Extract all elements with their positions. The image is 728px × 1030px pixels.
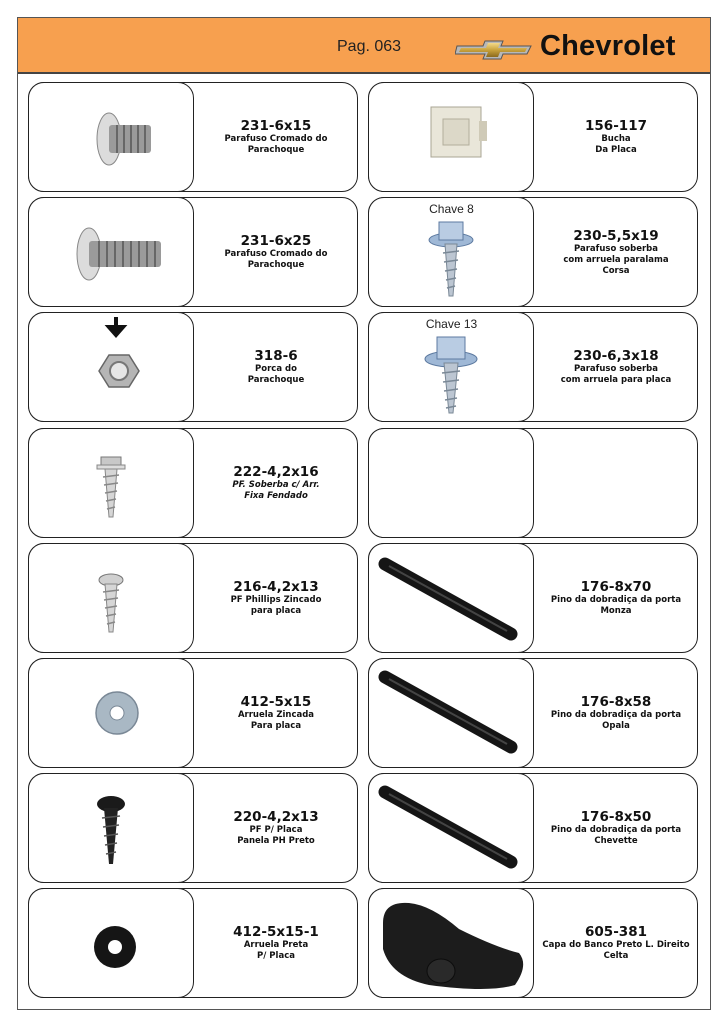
part-card (368, 82, 698, 192)
part-description: P/ Placa (257, 951, 295, 961)
part-code: 156-117 (585, 118, 647, 134)
part-description: Parafuso soberba (573, 364, 659, 374)
part-card (368, 197, 698, 307)
part-code: 230-5,5x19 (573, 227, 659, 244)
zinc-washer-icon (29, 659, 194, 768)
part-code: 222-4,2x16 (233, 464, 319, 480)
part-description: PF. Soberba c/ Arr. (232, 480, 320, 490)
part-description: Arruela Preta (243, 940, 309, 950)
part-code: 231-6x25 (240, 233, 312, 249)
part-description: Panela PH Preto (237, 836, 315, 846)
part-code: 176-8x70 (580, 579, 652, 595)
part-card (28, 312, 358, 422)
part-card (28, 197, 358, 307)
part-description: Celta (603, 951, 629, 961)
part-card (368, 888, 698, 998)
page-number: Pag. 063 (337, 38, 402, 55)
part-description: Parafuso Cromado do (224, 134, 328, 144)
part-description: Pino da dobradiça da porta (550, 825, 682, 835)
part-code: 605-381 (585, 924, 647, 940)
part-description: Fixa Fendado (244, 491, 308, 501)
black-washer-icon (29, 889, 194, 998)
part-code: 216-4,2x13 (233, 579, 319, 595)
part-code: 230-6,3x18 (573, 348, 659, 364)
part-description: Parachoque (247, 260, 305, 270)
part-description: Capa do Banco Preto L. Direito (542, 940, 690, 950)
part-description: Chevette (594, 836, 638, 846)
part-code: 412-5x15-1 (233, 924, 319, 940)
part-card (28, 773, 358, 883)
part-description: Opala (602, 721, 630, 731)
part-card (368, 658, 698, 768)
hex-nut-icon (29, 313, 194, 422)
part-card-empty (368, 428, 698, 538)
seat-cover-cap-icon (369, 889, 534, 998)
plate-bushing-icon (369, 83, 534, 192)
black-screw-icon (29, 774, 194, 883)
part-description: para placa (250, 606, 302, 616)
flange-screw-icon (369, 198, 534, 307)
part-card (28, 658, 358, 768)
part-description: PF P/ Placa (249, 825, 303, 835)
part-description: com arruela para placa (560, 375, 672, 385)
empty-image-slot (368, 428, 534, 538)
part-description: Para placa (250, 721, 302, 731)
part-description: Parachoque (247, 375, 305, 385)
part-card (368, 773, 698, 883)
part-description: Parafuso Cromado do (224, 249, 328, 259)
part-description: PF Phillips Zincado (230, 595, 322, 605)
hinge-pin-icon (369, 774, 534, 883)
carriage-bolt-long-icon (29, 198, 194, 307)
part-code: 220-4,2x13 (233, 809, 319, 825)
part-code: 231-6x15 (240, 118, 312, 134)
part-card (28, 82, 358, 192)
part-description: Porca do (255, 364, 297, 374)
flange-screw-large-icon (369, 313, 534, 422)
hinge-pin-icon (369, 544, 534, 653)
part-description: com arruela paralama (563, 254, 669, 265)
part-card (28, 428, 358, 538)
brand-title: Chevrolet (540, 30, 676, 62)
hex-self-tapping-screw-icon (29, 429, 194, 538)
part-description: Bucha (601, 134, 631, 144)
part-code: 412-5x15 (240, 694, 312, 710)
part-code: 176-8x58 (580, 694, 652, 710)
part-code: 318-6 (254, 348, 298, 364)
part-card (368, 543, 698, 653)
part-description: Parafuso soberba (573, 243, 659, 254)
part-description: Parachoque (247, 145, 305, 155)
part-description: Pino da dobradiça da porta (550, 595, 682, 605)
part-card (368, 312, 698, 422)
part-description: Da Placa (595, 145, 637, 155)
part-code: 176-8x50 (580, 809, 652, 825)
phillips-screw-icon (29, 544, 194, 653)
chevrolet-bowtie-icon (455, 38, 533, 62)
part-description: Pino da dobradiça da porta (550, 710, 682, 720)
wrench-size-label: Chave 8 (429, 201, 474, 216)
part-description: Monza (600, 606, 632, 616)
part-card (28, 888, 358, 998)
carriage-bolt-short-icon (29, 83, 194, 192)
part-description: Arruela Zincada (237, 710, 315, 720)
hinge-pin-icon (369, 659, 534, 768)
part-description: Corsa (602, 265, 630, 276)
wrench-size-label: Chave 13 (425, 316, 478, 331)
part-card (28, 543, 358, 653)
